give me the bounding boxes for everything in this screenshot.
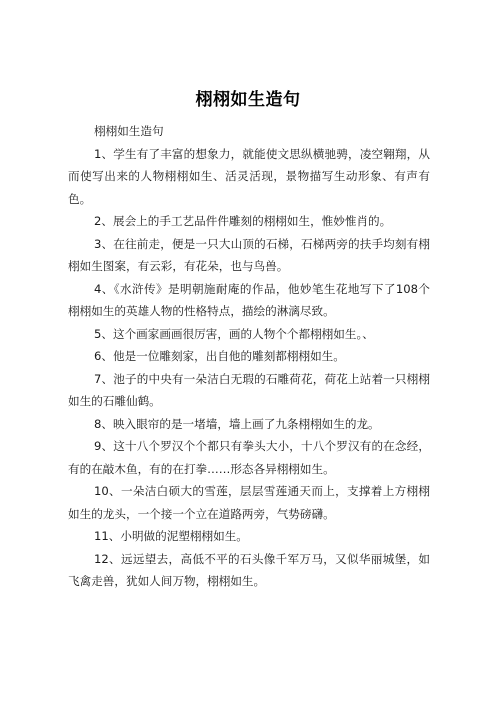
document-title: 栩栩如生造句: [195, 90, 301, 110]
document-body: [68, 120, 430, 593]
sentence-3: 3、在往前走，便是一只大山顶的石梯，石梯两旁的扶手均刻有栩栩如生图案，有云彩，有花朵，也与鸟兽。: [68, 236, 430, 273]
document-subtitle: 栩栩如生造句: [94, 124, 164, 138]
sentence-4: 4、《水浒传》是明朝施耐庵的作品，他妙笔生花地写下了108个栩栩如生的英雄人物的性格特点，描绘的淋漓尽致。: [68, 281, 430, 318]
sentence-1: 1、学生有了丰富的想象力，就能使文思纵横驰骋，凌空翱翔，从而使写出来的人物栩栩如生、活灵活现，景物描写生动形象、有声有色。: [68, 146, 430, 206]
sentence-7: 7、池子的中央有一朵洁白无瑕的石雕荷花，荷花上站着一只栩栩如生的石雕仙鹤。: [68, 371, 430, 408]
sentence-9: 9、这十八个罗汉个个都只有拳头大小，十八个罗汉有的在念经，有的在敲木鱼，有的在打拳……形态各异栩栩如生。: [68, 439, 430, 476]
sentence-6: 6、他是一位雕刻家，出自他的雕刻都栩栩如生。: [94, 349, 345, 363]
sentence-12: 12、远远望去，高低不平的石头像千军万马，又似华丽城堡，如飞禽走兽，犹如人间万物，栩栩如生。: [68, 551, 430, 588]
sentence-5: 5、这个画家画画很厉害，画的人物个个都栩栩如生。、: [94, 326, 374, 341]
sentence-2: 2、展会上的手工艺品件件雕刻的栩栩如生，惟妙惟肖的。: [94, 214, 392, 228]
sentence-10: 10、一朵洁白硕大的雪莲，层层雪莲通天而上，支撑着上方栩栩如生的龙头，一个接一个立在道路两旁，气势磅礴。: [68, 484, 430, 521]
sentence-8: 8、映入眼帘的是一堵墙，墙上画了九条栩栩如生的龙。: [94, 416, 380, 431]
sentence-11: 11、小明做的泥塑栩栩如生。: [94, 529, 248, 543]
